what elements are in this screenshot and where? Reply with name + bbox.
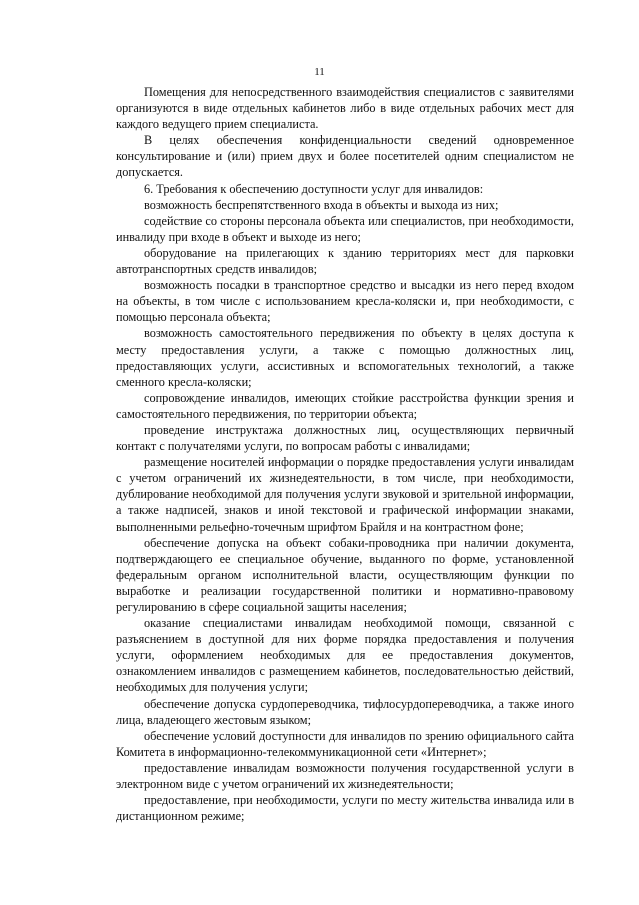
paragraph: оборудование на прилегающих к зданию территориях мест для парковки автотранспортных средств инвалидов; — [116, 245, 574, 277]
paragraph: возможность самостоятельного передвижения по объекту в целях доступа к месту предоставления услуги, а также с помощью должностных лиц, предоставляющих услуги, ассистивных и вспомогательных технологий, а также сменного кресла-коляски; — [116, 326, 574, 389]
document-body — [116, 84, 574, 824]
paragraph: возможность посадки в транспортное средство и высадки из него перед входом на объекты, в том числе с использованием кресла-коляски и, при необходимости, с помощью персонала объекта; — [116, 278, 574, 325]
paragraph: сопровождение инвалидов, имеющих стойкие расстройства функции зрения и самостоятельного передвижения, по территории объекта; — [116, 390, 574, 421]
paragraph: Помещения для непосредственного взаимодействия специалистов с заявителями организуются в виде отдельных кабинетов либо в виде отдельных рабочих мест для каждого ведущего прием специалиста. — [116, 85, 574, 132]
paragraph: размещение носителей информации о порядке предоставления услуги инвалидам с учетом ограничений их жизнедеятельности, в том числе, при необходимости, дублирование необходимой для получения услуги звуковой и зрительной информации, а также надписей, знаков и иной текстовой и графической информации знаками, выполненными рельефно-точечным шрифтом Брайля и на контрастном фоне; — [116, 455, 574, 534]
paragraph: В целях обеспечения конфиденциальности сведений одновременное консультирование и (или) прием двух и более посетителей одним специалистом не допускается. — [116, 133, 574, 180]
paragraph: предоставление инвалидам возможности получения государственной услуги в электронном виде с учетом ограничений их жизнедеятельности; — [116, 760, 574, 792]
paragraph: проведение инструктажа должностных лиц, осуществляющих первичный контакт с получателями услуги, по вопросам работы с инвалидами; — [116, 422, 574, 454]
paragraph: оказание специалистами инвалидам необходимой помощи, связанной с разъяснением в доступной для них форме порядка предоставления и получения услуги, оформлением необходимых для ее предоставления документов, ознакомлением инвалидов с размещением кабинетов, последовательностью действий, необходимых для получения услуги; — [116, 616, 574, 695]
paragraph: содействие со стороны персонала объекта или специалистов, при необходимости, инвалиду при входе в объект и выходе из него; — [116, 213, 574, 244]
paragraph: обеспечение допуска сурдопереводчика, тифлосурдопереводчика, а также иного лица, владеющего жестовым языком; — [116, 696, 574, 727]
paragraph: обеспечение допуска на объект собаки-проводника при наличии документа, подтверждающего ее специальное обучение, выданного по форме, установленной федеральным органом исполнительной власти, осуществляющим функции по выработке и реализации государственной политики и нормативно-правовому регулированию в сфере социальной защиты населения; — [116, 535, 574, 614]
paragraph: возможность беспрепятственного входа в объекты и выхода из них; — [144, 197, 499, 212]
paragraph: 6. Требования к обеспечению доступности услуг для инвалидов: — [144, 181, 484, 196]
paragraph: обеспечение условий доступности для инвалидов по зрению официального сайта Комитета в информационно-телекоммуникационной сети «Интернет»; — [116, 728, 574, 759]
page-number: 11 — [314, 66, 325, 78]
paragraph: предоставление, при необходимости, услуги по месту жительства инвалида или в дистанционном режиме; — [116, 793, 574, 824]
